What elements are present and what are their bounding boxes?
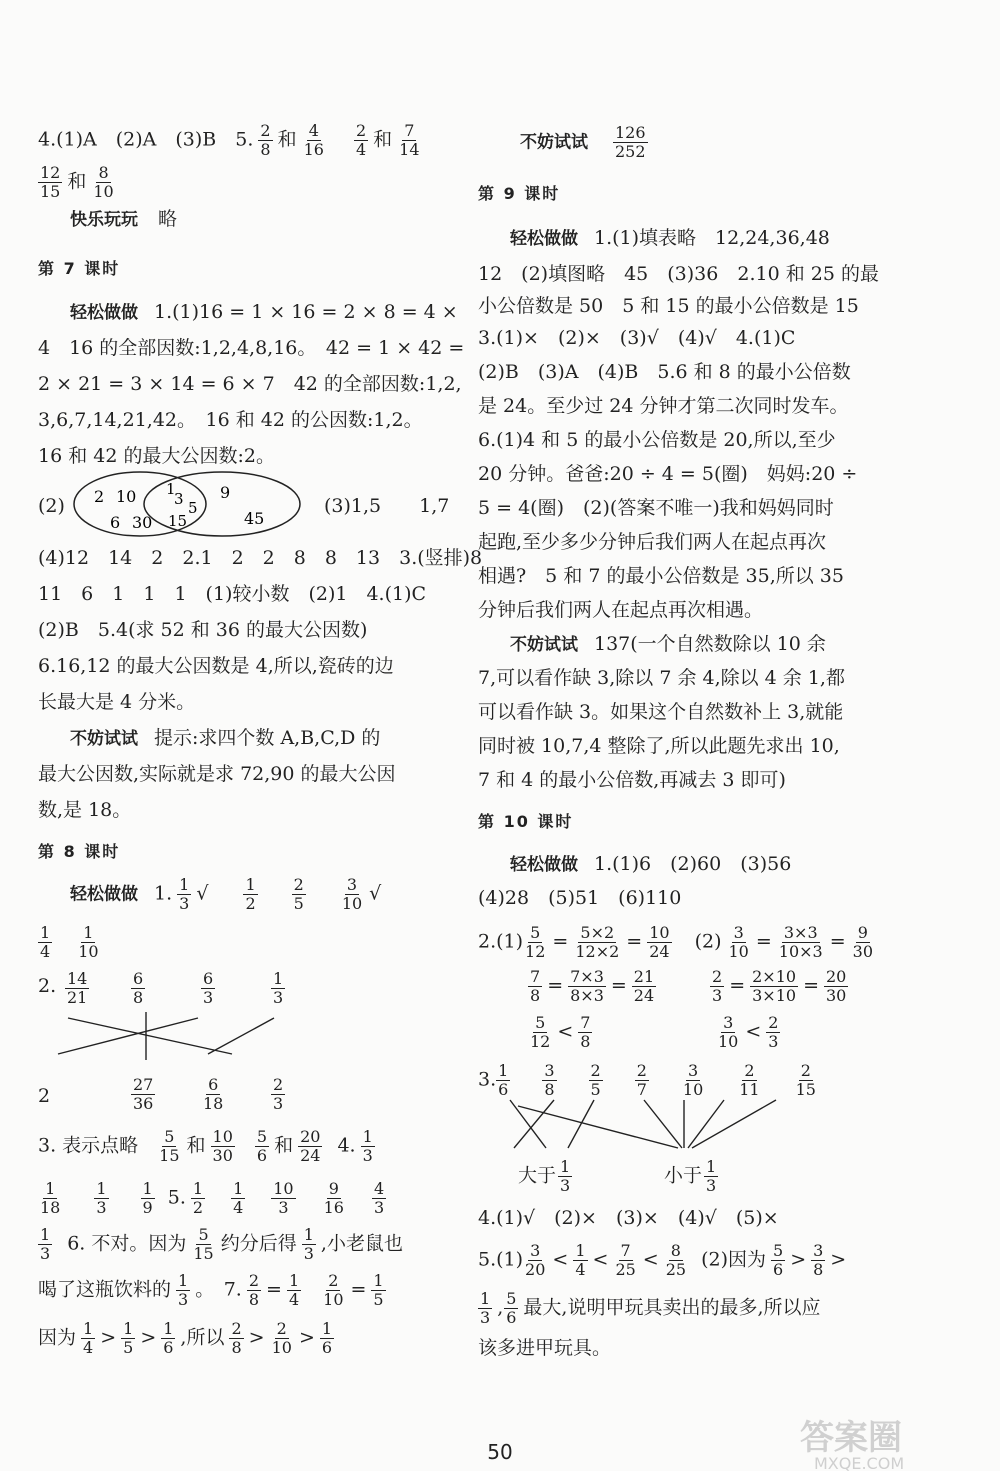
fraction: $\frac{126}{252}$ (615, 123, 646, 161)
fraction: $\frac{2\times 10}{3\times 10}$ (752, 967, 797, 1005)
fraction: $\frac{2}{5}$ (590, 1061, 601, 1099)
fraction: $\frac{10}{3}$ (273, 1179, 294, 1217)
fraction: $\frac{2}{7}$ (636, 1061, 647, 1099)
fraction: $\frac{1}{6}$ (163, 1319, 174, 1357)
fraction: $\frac{2}{3}$ (273, 1075, 284, 1113)
fraction: $\frac{1}{4}$ (40, 923, 51, 961)
fraction: $\frac{14}{21}$ (67, 969, 88, 1007)
answer-line: 轻松做做 1.(1)填表略 12,24,36,48 (510, 227, 830, 249)
fraction: $\frac{1}{6}$ (498, 1061, 509, 1099)
fraction: $\frac{7}{8}$ (530, 967, 541, 1005)
fraction: $\frac{5\times 2}{12\times 2}$ (575, 923, 620, 961)
equation-line: 2.(1) $\frac{5}{12}$ = $\frac{5\times 2}{12\times 2}$ = $\frac{10}{24}$ (2) $\frac{3}{10}$ = $\frac{3\times 3}{10\times 3}$ = $\frac{9}{30}$ (478, 923, 873, 961)
answer-line: 3,6,7,14,21,42。 16 和 42 的公因数:1,2。 (38, 409, 423, 431)
fraction: $\frac{10}{30}$ (212, 1127, 233, 1165)
fraction: $\frac{27}{36}$ (133, 1075, 154, 1113)
venn-diagram (72, 468, 312, 540)
answer-line: 快乐玩玩 略 (70, 208, 178, 230)
answer-line: 4.(1)A (2)A (3)B 5. $\frac{2}{8}$ 和 $\frac{4}{16}$ $\frac{2}{4}$ 和 $\frac{7}{14}$ (38, 121, 420, 159)
fraction: $\frac{4}{16}$ (303, 121, 324, 159)
answer-line: 大于 $\frac{1}{3}$ (518, 1157, 571, 1195)
fraction: $\frac{2}{5}$ (293, 875, 304, 913)
fraction: $\frac{1}{4}$ (83, 1319, 94, 1357)
fraction: $\frac{5}{6}$ (256, 1127, 268, 1165)
fraction: $\frac{8}{10}$ (93, 163, 114, 201)
answer-line: 5 = 4(圈) (2)(答案不唯一)我和妈妈同时 (478, 497, 834, 519)
answer-line: 4 16 的全部因数:1,2,4,8,16。 42 = 1 × 42 = (38, 337, 465, 359)
fraction: $\frac{8}{25}$ (665, 1241, 687, 1279)
venn-number: 45 (244, 509, 265, 528)
section-label: 快乐玩玩 (70, 210, 138, 230)
answer-line: 3. 表示点略 $\frac{5}{15}$ 和 $\frac{10}{30}$ $\frac{5}{6}$ 和 $\frac{20}{24}$ 4. $\frac{1}{3}$ (38, 1127, 373, 1165)
lesson-heading: 第 10 课时 (478, 812, 574, 831)
fraction: $\frac{6}{3}$ (203, 969, 214, 1007)
fraction: $\frac{2}{10}$ (323, 1271, 344, 1309)
fraction: $\frac{5}{6}$ (773, 1241, 784, 1279)
fraction: $\frac{7}{14}$ (399, 121, 420, 159)
fraction: $\frac{1}{3}$ (40, 1225, 51, 1263)
fraction: $\frac{1}{3}$ (96, 1179, 107, 1217)
svg-text:MXQE.COM: MXQE.COM (814, 1454, 905, 1471)
fraction: $\frac{20}{30}$ (825, 967, 847, 1005)
matching-lines (38, 1010, 298, 1070)
answer-line: 长最大是 4 分米。 (38, 691, 196, 713)
fraction: $\frac{5}{6}$ (506, 1289, 517, 1327)
answer-line: $\frac{1}{3}$ 6. 不对。因为 $\frac{5}{15}$ 约分后得 $\frac{1}{3}$ ,小老鼠也 (40, 1225, 403, 1263)
venn-number: 2 (94, 487, 105, 506)
fraction: $\frac{1}{5}$ (373, 1271, 384, 1309)
answer-line: 小公倍数是 50 5 和 15 的最小公倍数是 15 (478, 295, 859, 317)
fraction: $\frac{7}{25}$ (615, 1241, 636, 1279)
fraction: $\frac{5}{12}$ (530, 1013, 551, 1051)
answer-line: 可以看作缺 3。如果这个自然数补上 3,就能 (478, 701, 844, 723)
answer-line: 2 × 21 = 3 × 14 = 6 × 7 42 的全部因数:1,2, (38, 373, 462, 395)
answer-line: $\frac{1}{18}$ $\frac{1}{3}$ $\frac{1}{9}$ 5. $\frac{1}{2}$ $\frac{1}{4}$ $\frac{10}{3}$ $\frac{9}{16}$ $\frac{4}{3}$ (40, 1179, 385, 1217)
answer-line: 小于 $\frac{1}{3}$ (664, 1157, 717, 1195)
section-label: 不妨试试 (510, 635, 578, 655)
answer-line: 喝了这瓶饮料的 $\frac{1}{3}$ 。 7. $\frac{2}{8}$ = $\frac{1}{4}$ $\frac{2}{10}$ = $\frac{1}{5}$ (38, 1271, 384, 1309)
fraction: $\frac{2}{11}$ (739, 1061, 760, 1099)
answer-line: 20 分钟。爸爸:20 ÷ 4 = 5(圈) 妈妈:20 ÷ (478, 463, 858, 485)
fraction: $\frac{3}{10}$ (718, 1013, 739, 1051)
answer-line (38, 924, 106, 961)
answer-line: 不妨试试 137(一个自然数除以 10 余 (510, 633, 826, 655)
fraction: $\frac{2}{8}$ (260, 121, 271, 159)
venn-number: 5 (188, 499, 198, 517)
answer-line: 同时被 10,7,4 整除了,所以此题先求出 10, (478, 735, 840, 757)
answer-line: 12 (2)填图略 45 (3)36 2.10 和 25 的最 (478, 263, 879, 285)
fraction: $\frac{20}{24}$ (300, 1127, 321, 1165)
fraction: $\frac{1}{4}$ (288, 1271, 300, 1309)
fraction: $\frac{1}{2}$ (192, 1179, 204, 1217)
fraction: $\frac{6}{18}$ (203, 1075, 224, 1113)
answer-line: 数,是 18。 (38, 799, 132, 821)
fraction: $\frac{21}{24}$ (633, 967, 655, 1005)
answer-line: (4)12 14 2 2.1 2 2 8 8 13 3.(竖排)8 (38, 547, 483, 569)
answer-line: 11 6 1 1 1 (1)较小数 (2)1 4.(1)C (38, 583, 427, 605)
answer-line: 最大公因数,实际就是求 72,90 的最大公因 (38, 763, 396, 785)
lesson-heading: 第 8 课时 (38, 842, 121, 861)
answer-line: 7 和 4 的最小公倍数,再减去 3 即可) (478, 769, 786, 791)
venn-number: 9 (220, 483, 231, 502)
equation-line: $\frac{7}{8}$ = $\frac{7\times 3}{8\times 3}$ = $\frac{21}{24}$ (530, 967, 655, 1005)
fraction: $\frac{3}{10}$ (728, 923, 749, 961)
answer-line: 不妨试试 提示:求四个数 A,B,C,D 的 (70, 727, 381, 749)
fraction: $\frac{6}{8}$ (133, 969, 144, 1007)
fraction: $\frac{1}{3}$ (706, 1157, 717, 1195)
lesson-heading: 第 9 课时 (478, 184, 561, 203)
fraction: $\frac{1}{4}$ (575, 1241, 586, 1279)
venn-number: 1 (166, 480, 176, 498)
compare-line: $\frac{3}{10}$ < $\frac{2}{3}$ (718, 1013, 779, 1051)
fraction: $\frac{12}{15}$ (40, 163, 61, 201)
watermark-logo (770, 1415, 995, 1471)
answer-line: (2)B 5.4(求 52 和 36 的最大公因数) (38, 619, 368, 641)
answer-line: 分钟后我们两人在起点再次相遇。 (478, 599, 764, 621)
section-label: 不妨试试 (70, 729, 138, 749)
answer-line: $\frac{12}{15}$ 和 $\frac{8}{10}$ (40, 163, 114, 201)
answer-line: 3.(1)× (2)× (3)√ (4)√ 4.(1)C (478, 327, 796, 349)
fraction: $\frac{1}{3}$ (480, 1289, 491, 1327)
answer-line: (2) (38, 495, 65, 517)
fraction: $\frac{1}{3}$ (303, 1225, 314, 1263)
fraction: $\frac{2}{15}$ (795, 1061, 816, 1099)
section-label: 不妨试试 (520, 132, 588, 153)
fraction: $\frac{3}{20}$ (525, 1241, 546, 1279)
fraction: $\frac{2}{4}$ (355, 121, 367, 159)
section-label: 轻松做做 (510, 229, 578, 249)
fraction: $\frac{1}{3}$ (179, 875, 190, 913)
answer-line: 6.16,12 的最大公因数是 4,所以,瓷砖的边 (38, 655, 394, 677)
answer-line: 3. $\frac{1}{6}$ $\frac{3}{8}$ $\frac{2}{5}$ $\frac{2}{7}$ $\frac{3}{10}$ $\frac{2}{11}$ $\frac{2}{15}$ (478, 1061, 816, 1099)
section-label: 轻松做做 (70, 884, 138, 905)
fraction: $\frac{1}{3}$ (362, 1127, 373, 1165)
answer-line: 相遇? 5 和 7 的最小公倍数是 35,所以 35 (478, 565, 844, 587)
answer-line: (4)28 (5)51 (6)110 (478, 887, 682, 909)
venn-number: 15 (168, 512, 188, 530)
answer-line: 5.(1) $\frac{3}{20}$ < $\frac{1}{4}$ < $\frac{7}{25}$ < $\frac{8}{25}$ (2)因为 $\frac{5}{6}$ > $\frac{3}{8}$ > (478, 1241, 847, 1279)
answer-line: (3)1,5 1,7 (324, 495, 450, 517)
fraction: $\frac{2}{3}$ (712, 967, 723, 1005)
answer-line: 4.(1)√ (2)× (3)× (4)√ (5)× (478, 1207, 779, 1229)
answer-line (478, 124, 653, 161)
lesson-heading: 第 7 课时 (38, 259, 121, 278)
fraction: $\frac{3}{8}$ (813, 1241, 824, 1279)
answer-line: 轻松做做 1. $\frac{1}{3}$ √ $\frac{1}{2}$ $\frac{2}{5}$ $\frac{3}{10}$ √ (70, 875, 382, 913)
fraction: $\frac{4}{3}$ (373, 1179, 385, 1217)
fraction: $\frac{2}{8}$ (231, 1319, 242, 1357)
fraction: $\frac{7\times 3}{8\times 3}$ (570, 967, 604, 1005)
fraction: $\frac{1}{10}$ (78, 923, 99, 961)
fraction: $\frac{5}{15}$ (193, 1225, 214, 1263)
fraction: $\frac{2}{10}$ (271, 1319, 292, 1357)
fraction: $\frac{3\times 3}{10\times 3}$ (778, 923, 823, 961)
answer-line: 因为 $\frac{1}{4}$ > $\frac{1}{5}$ > $\frac{1}{6}$ ,所以 $\frac{2}{8}$ > $\frac{2}{10}$ > $\frac{1}{6}$ (38, 1319, 333, 1357)
fraction: $\frac{1}{3}$ (178, 1271, 189, 1309)
answer-line: 起跑,至少多少分钟后我们两人在起点再次 (478, 531, 827, 553)
classification-lines (478, 1094, 858, 1154)
venn-number: 3 (174, 490, 184, 508)
venn-number: 30 (132, 513, 153, 532)
answer-line: 是 24。至少过 24 分钟才第二次同时发车。 (478, 395, 849, 417)
fraction: $\frac{3}{10}$ (682, 1061, 704, 1099)
fraction: $\frac{5}{12}$ (525, 923, 546, 961)
answer-line: 该多进甲玩具。 (478, 1337, 612, 1359)
fraction: $\frac{7}{8}$ (580, 1013, 591, 1051)
answer-line: 2. (38, 975, 57, 997)
answer-line: (2)B (3)A (4)B 5.6 和 8 的最小公倍数 (478, 361, 851, 383)
answer-line: 6.(1)4 和 5 的最小公倍数是 20,所以,至少 (478, 429, 836, 451)
venn-number: 6 (110, 513, 121, 532)
section-label: 轻松做做 (510, 855, 578, 875)
fraction: $\frac{1}{3}$ (560, 1157, 571, 1195)
fraction: $\frac{3}{10}$ (341, 875, 363, 913)
answer-line: 7,可以看作缺 3,除以 7 余 4,除以 4 余 1,都 (478, 667, 845, 689)
fraction: $\frac{2}{3}$ (768, 1013, 779, 1051)
answer-line: 16 和 42 的最大公因数:2。 (38, 445, 275, 467)
venn-number: 10 (116, 487, 137, 506)
fraction: $\frac{1}{18}$ (40, 1179, 61, 1217)
fraction: $\frac{1}{4}$ (233, 1179, 244, 1217)
fraction: $\frac{9}{30}$ (852, 923, 873, 961)
answer-line: 轻松做做 1.(1)16 = 1 × 16 = 2 × 8 = 4 × (70, 301, 458, 323)
fraction: $\frac{10}{24}$ (649, 923, 670, 961)
section-label: 轻松做做 (70, 303, 138, 323)
fraction: $\frac{3}{8}$ (544, 1061, 555, 1099)
answer-line: 轻松做做 1.(1)6 (2)60 (3)56 (510, 853, 792, 875)
fraction: $\frac{1}{2}$ (245, 875, 256, 913)
fraction: $\frac{9}{16}$ (323, 1179, 344, 1217)
fraction: $\frac{5}{15}$ (159, 1127, 180, 1165)
fraction: $\frac{1}{5}$ (123, 1319, 134, 1357)
compare-line: $\frac{5}{12}$ < $\frac{7}{8}$ (530, 1013, 591, 1051)
fraction: $\frac{2}{8}$ (248, 1271, 260, 1309)
equation-line: $\frac{2}{3}$ = $\frac{2\times 10}{3\times 10}$ = $\frac{20}{30}$ (712, 967, 847, 1005)
fraction: $\frac{1}{6}$ (321, 1319, 333, 1357)
page-number: 50 (487, 1440, 513, 1464)
fraction: $\frac{1}{9}$ (142, 1179, 153, 1217)
answer-line: $\frac{1}{3}$ , $\frac{5}{6}$ 最大,说明甲玩具卖出的最多,所以应 (480, 1289, 821, 1327)
answer-line: 2 (38, 1085, 51, 1107)
fraction: $\frac{1}{3}$ (273, 969, 284, 1007)
svg-text:答案圈: 答案圈 (800, 1418, 902, 1458)
